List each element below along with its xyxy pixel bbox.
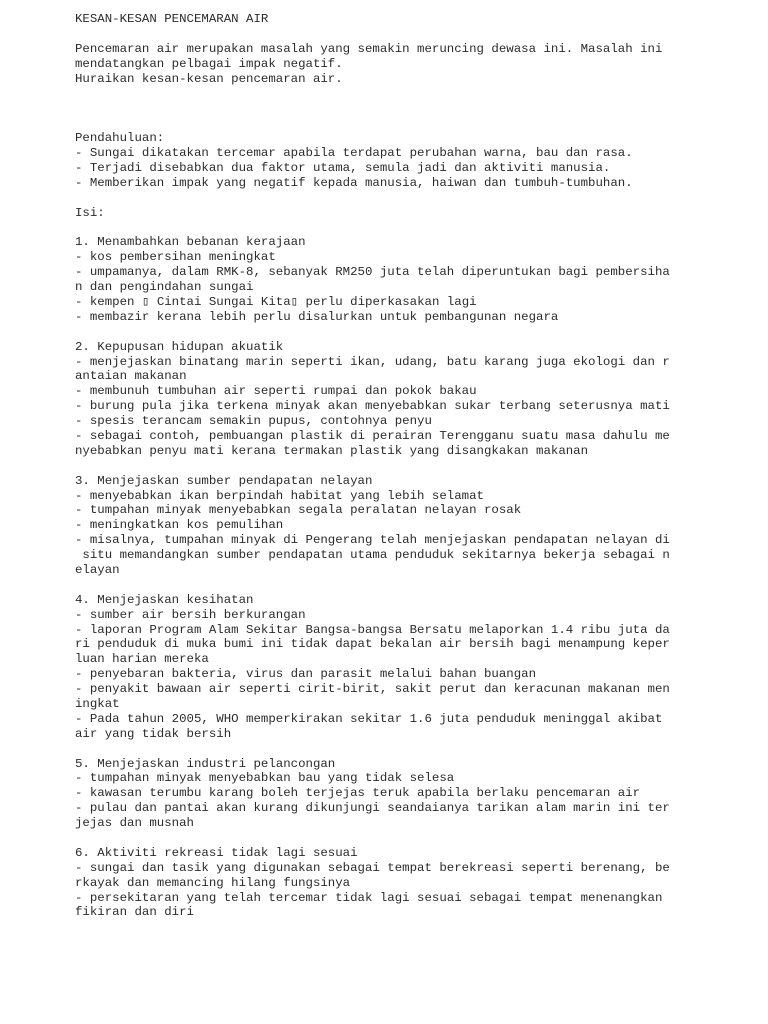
bullet-line: - sebagai contoh, pembuangan plastik di perairan Terengganu suatu masa dahulu me: [75, 428, 670, 443]
bullet-line: luan harian mereka: [75, 652, 209, 667]
bullet-line: - tumpahan minyak menyebabkan bau yang tidak selesa: [75, 771, 455, 786]
bullet-line: rkayak dan memancing hilang fungsinya: [75, 875, 351, 890]
bullet-line: - burung pula jika terkena minyak akan menyebabkan sukar terbang seterusnya mati: [75, 399, 670, 414]
bullet-line: - umpamanya, dalam RMK-8, sebanyak RM250 juta telah diperuntukan bagi pembersiha: [75, 265, 670, 280]
bullet-line: - kawasan terumbu karang boleh terjejas teruk apabila berlaku pencemaran air: [75, 786, 641, 801]
bullet-line: - tumpahan minyak menyebabkan segala peralatan nelayan rosak: [75, 503, 522, 518]
section-heading: 6. Aktiviti rekreasi tidak lagi sesuai: [75, 845, 358, 860]
bullet-line: ingkat: [75, 696, 120, 711]
bullet-line: - membazir kerana lebih perlu disalurkan untuk pembangunan negara: [75, 309, 559, 324]
intro-line: mendatangkan pelbagai impak negatif.: [75, 56, 343, 71]
section-2: [75, 340, 755, 459]
bullet-line: - membunuh tumbuhan air seperti rumpai dan pokok bakau: [75, 384, 477, 399]
section-4: [75, 593, 755, 742]
bullet-line: - penyakit bawaan air seperti cirit-birit, sakit perut dan keracunan makanan men: [75, 682, 670, 697]
bullet-line: - laporan Program Alam Sekitar Bangsa-bangsa Bersatu melaporkan 1.4 ribu juta da: [75, 622, 670, 637]
bullet-line: - penyebaran bakteria, virus dan parasit melalui bahan buangan: [75, 667, 537, 682]
bullet-line: n dan pengindahan sungai: [75, 280, 254, 295]
bullet-line: fikiran dan diri: [75, 905, 194, 920]
bullet-line: nyebabkan penyu mati kerana termakan plastik yang disangkakan makanan: [75, 443, 589, 458]
document-page: [75, 12, 755, 920]
bullet-line: - Pada tahun 2005, WHO memperkirakan sekitar 1.6 juta penduduk meninggal akibat: [75, 711, 663, 726]
bullet-line: ri penduduk di muka bumi ini tidak dapat bekalan air bersih bagi menampung keper: [75, 637, 670, 652]
section-1: [75, 235, 755, 324]
intro-line: Pencemaran air merupakan masalah yang semakin meruncing dewasa ini. Masalah ini: [75, 41, 663, 56]
intro-block: [75, 42, 755, 87]
bullet-line: - meningkatkan kos pemulihan: [75, 518, 284, 533]
document-title: KESAN-KESAN PENCEMARAN AIR: [75, 12, 269, 26]
bullet-line: - sumber air bersih berkurangan: [75, 607, 306, 622]
bullet-line: elayan: [75, 562, 120, 577]
bullet-line: - Memberikan impak yang negatif kepada manusia, haiwan dan tumbuh-tumbuhan.: [75, 175, 633, 190]
bullet-line: - sungai dan tasik yang digunakan sebagai tempat berekreasi seperti berenang, be: [75, 860, 670, 875]
bullet-line: - spesis terancam semakin pupus, contohnya penyu: [75, 414, 432, 429]
section-heading: 5. Menjejaskan industri pelancongan: [75, 756, 336, 771]
section-heading: 4. Menjejaskan kesihatan: [75, 592, 254, 607]
intro-line: Huraikan kesan-kesan pencemaran air.: [75, 71, 343, 86]
bullet-line: situ memandangkan sumber pendapatan utama penduduk sekitarnya bekerja sebagai n: [75, 548, 670, 563]
bullet-line: jejas dan musnah: [75, 816, 194, 831]
section-heading: 2. Kepupusan hidupan akuatik: [75, 339, 284, 354]
bullet-line: - kos pembersihan meningkat: [75, 250, 276, 265]
bullet-line: - persekitaran yang telah tercemar tidak lagi sesuai sebagai tempat menenangkan: [75, 890, 663, 905]
isi-heading: Isi:: [75, 205, 105, 220]
pendahuluan-block: [75, 131, 755, 191]
section-heading: 1. Menambahkan bebanan kerajaan: [75, 235, 306, 250]
bullet-line: - pulau dan pantai akan kurang dikunjungi seandaianya tarikan alam marin ini ter: [75, 801, 670, 816]
bullet-line: air yang tidak bersih: [75, 726, 232, 741]
bullet-line: - kempen ▯ Cintai Sungai Kita▯ perlu diperkasakan lagi: [75, 294, 477, 309]
section-3: [75, 474, 755, 578]
bullet-line: antaian makanan: [75, 369, 187, 384]
section-heading: Pendahuluan:: [75, 131, 165, 146]
bullet-line: - Sungai dikatakan tercemar apabila terdapat perubahan warna, bau dan rasa.: [75, 146, 633, 161]
section-heading: 3. Menjejaskan sumber pendapatan nelayan: [75, 473, 373, 488]
section-5: [75, 757, 755, 831]
bullet-line: - Terjadi disebabkan dua faktor utama, semula jadi dan aktiviti manusia.: [75, 160, 611, 175]
bullet-line: - misalnya, tumpahan minyak di Pengerang telah menjejaskan pendapatan nelayan di: [75, 533, 670, 548]
section-6: [75, 846, 755, 920]
bullet-line: - menyebabkan ikan berpindah habitat yang lebih selamat: [75, 488, 484, 503]
bullet-line: - menjejaskan binatang marin seperti ikan, udang, batu karang juga ekologi dan r: [75, 354, 670, 369]
